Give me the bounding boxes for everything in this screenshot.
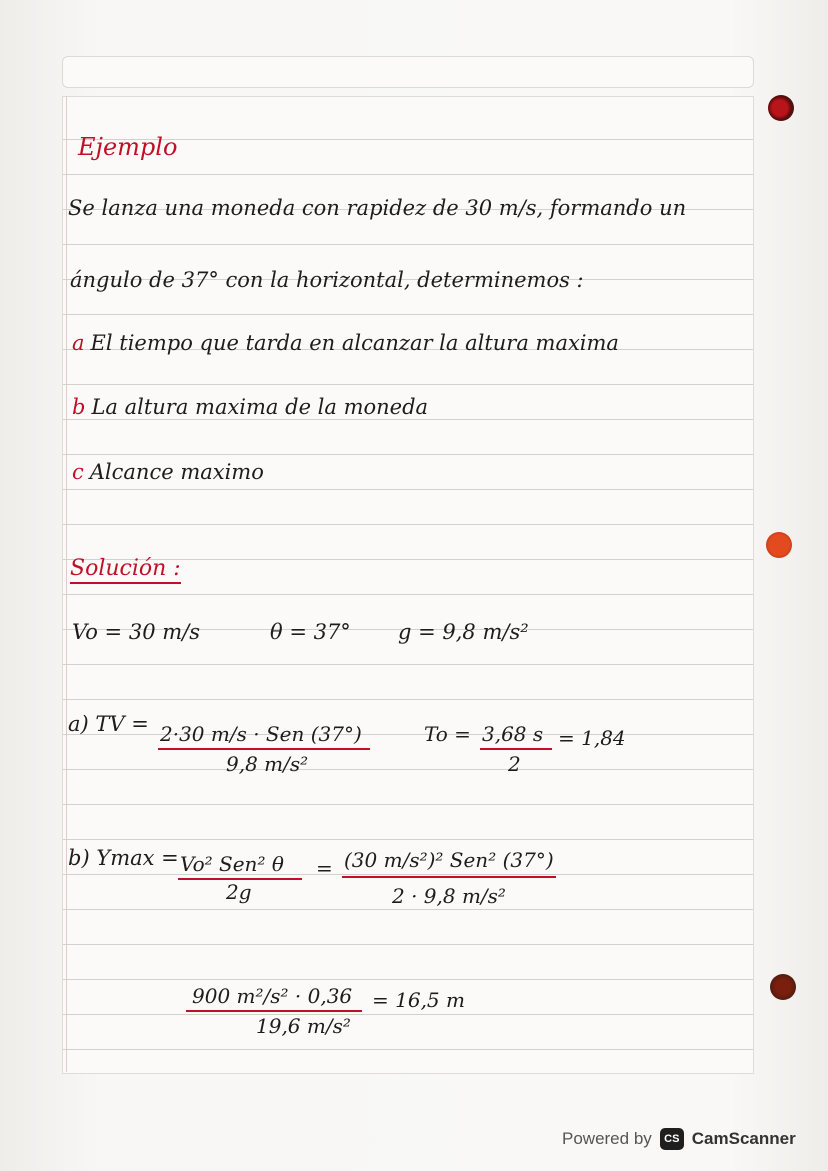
item-marker: a [72,331,85,355]
part-b-label [68,846,179,870]
part-a-numerator: 2·30 m/s · Sen (37°) [160,722,362,746]
list-item [72,460,264,484]
page-title: Ejemplo [78,133,178,161]
item-text: Alcance maximo [89,460,264,484]
part-a-denominator: 9,8 m/s² [226,752,309,776]
frac3-denominator: 19,6 m/s² [256,1014,351,1038]
given-vo: Vo = 30 m/s [72,620,200,644]
part-b-marker: b) [68,846,90,870]
t0-result: = 1,84 [558,726,626,750]
binder-hole-top [768,95,794,121]
ymax-result: = 16,5 m [372,988,465,1012]
part-a-label [68,712,149,736]
solution-heading: Solución : [70,556,181,584]
t0-numerator: 3,68 s [482,722,544,746]
fraction-bar [342,876,556,878]
problem-line-1: Se lanza una moneda con rapidez de 30 m/s, formando un [68,196,687,220]
part-a-marker: a) [68,712,89,736]
fraction-bar [186,1010,362,1012]
given-g: g = 9,8 m/s² [398,620,529,644]
item-marker: b [72,395,86,419]
margin-line [66,96,67,1072]
list-item [72,395,428,419]
item-text: El tiempo que tarda en alcanzar la altura maxima [90,331,619,355]
frac2-denominator: 2 · 9,8 m/s² [392,884,506,908]
part-b-lhs: Ymax = [96,846,179,870]
equals-sign: = [316,856,333,880]
camscanner-name: CamScanner [691,1129,796,1148]
powered-by-text: Powered by [562,1129,652,1148]
lined-sheet [62,96,754,1074]
header-strip [62,56,754,88]
frac3-numerator: 900 m²/s² · 0,36 [192,984,353,1008]
item-text: La altura maxima de la moneda [91,395,429,419]
frac2-numerator: (30 m/s²)² Sen² (37°) [344,848,554,872]
binder-hole-middle [766,532,792,558]
given-theta: θ = 37° [270,620,351,644]
frac1-numerator: Vo² Sen² θ [180,852,284,876]
t0-label: To = [424,722,471,746]
fraction-bar [480,748,552,750]
camscanner-logo-icon: CS [660,1128,684,1150]
t0-denominator: 2 [508,752,521,776]
problem-line-2: ángulo de 37° con la horizontal, determinemos : [70,268,584,292]
binder-hole-bottom [770,974,796,1000]
frac1-denominator: 2g [226,880,252,904]
camscanner-watermark [562,1128,796,1150]
fraction-bar [158,748,370,750]
list-item [72,331,619,355]
item-marker: c [72,460,84,484]
part-a-lhs: TV = [95,712,149,736]
